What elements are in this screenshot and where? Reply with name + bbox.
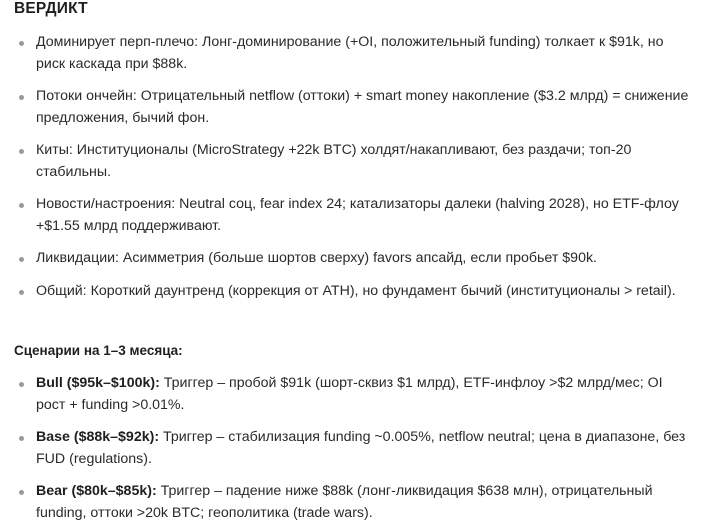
bullet-icon bbox=[19, 436, 24, 441]
list-item bbox=[14, 32, 691, 75]
scenarios-list bbox=[14, 373, 702, 524]
bullet-icon bbox=[19, 149, 24, 154]
scenario-text: Триггер – падение ниже $88k (лонг-ликвидация $638 млн), отрицательный funding, оттоки >20k BTC; геополитика (trade wars). bbox=[36, 483, 653, 521]
scenario-bull bbox=[14, 373, 691, 416]
list-item bbox=[14, 248, 691, 270]
bullet-icon bbox=[19, 490, 24, 495]
verdict-heading: ВЕРДИКТ bbox=[14, 0, 88, 17]
item-text: Новости/настроения: Neutral соц, fear index 24; катализаторы далеки (halving 2028), но ETF-флоу +$1.55 млрд поддерживают. bbox=[36, 196, 679, 234]
scenario-text: Триггер – пробой $91k (шорт-сквиз $1 млрд), ETF-инфлоу >$2 млрд/мес; OI рост + funding >0.01%. bbox=[36, 375, 663, 413]
list-item bbox=[14, 194, 691, 237]
item-text: Потоки ончейн: Отрицательный netflow (оттоки) + smart money накопление ($3.2 млрд) = снижение предложения, бычий фон. bbox=[36, 88, 689, 126]
bullet-icon bbox=[19, 41, 24, 46]
item-text: Общий: Короткий даунтренд (коррекция от ATH), но фундамент бычий (институционалы > retail). bbox=[36, 283, 676, 299]
list-item bbox=[14, 281, 691, 324]
scenario-bear bbox=[14, 481, 691, 524]
scenario-text: Триггер – стабилизация funding ~0.005%, netflow neutral; цена в диапазоне, без FUD (regulations). bbox=[36, 429, 686, 467]
verdict-list bbox=[14, 32, 702, 324]
item-text: Киты: Институционалы (MicroStrategy +22k BTC) холдят/накапливают, без раздачи; топ-20 стабильны. bbox=[36, 142, 632, 180]
scenario-base bbox=[14, 427, 691, 470]
item-text: Доминирует перп-плечо: Лонг-доминирование (+OI, положительный funding) толкает к $91k, но риск каскада при $88k. bbox=[36, 34, 664, 72]
scenarios-heading: Сценарии на 1–3 месяца: bbox=[14, 343, 183, 358]
item-text: Ликвидации: Асимметрия (больше шортов сверху) favors апсайд, если пробьет $90k. bbox=[36, 250, 597, 266]
list-item bbox=[14, 86, 691, 129]
scenario-label: Bull ($95k–$100k): bbox=[36, 375, 160, 391]
list-item bbox=[14, 140, 691, 183]
bullet-icon bbox=[19, 290, 24, 295]
bullet-icon bbox=[19, 203, 24, 208]
bullet-icon bbox=[19, 257, 24, 262]
scenario-label: Base ($88k–$92k): bbox=[36, 429, 160, 445]
scenario-label: Bear ($80k–$85k): bbox=[36, 483, 157, 499]
bullet-icon bbox=[19, 95, 24, 100]
bullet-icon bbox=[19, 382, 24, 387]
